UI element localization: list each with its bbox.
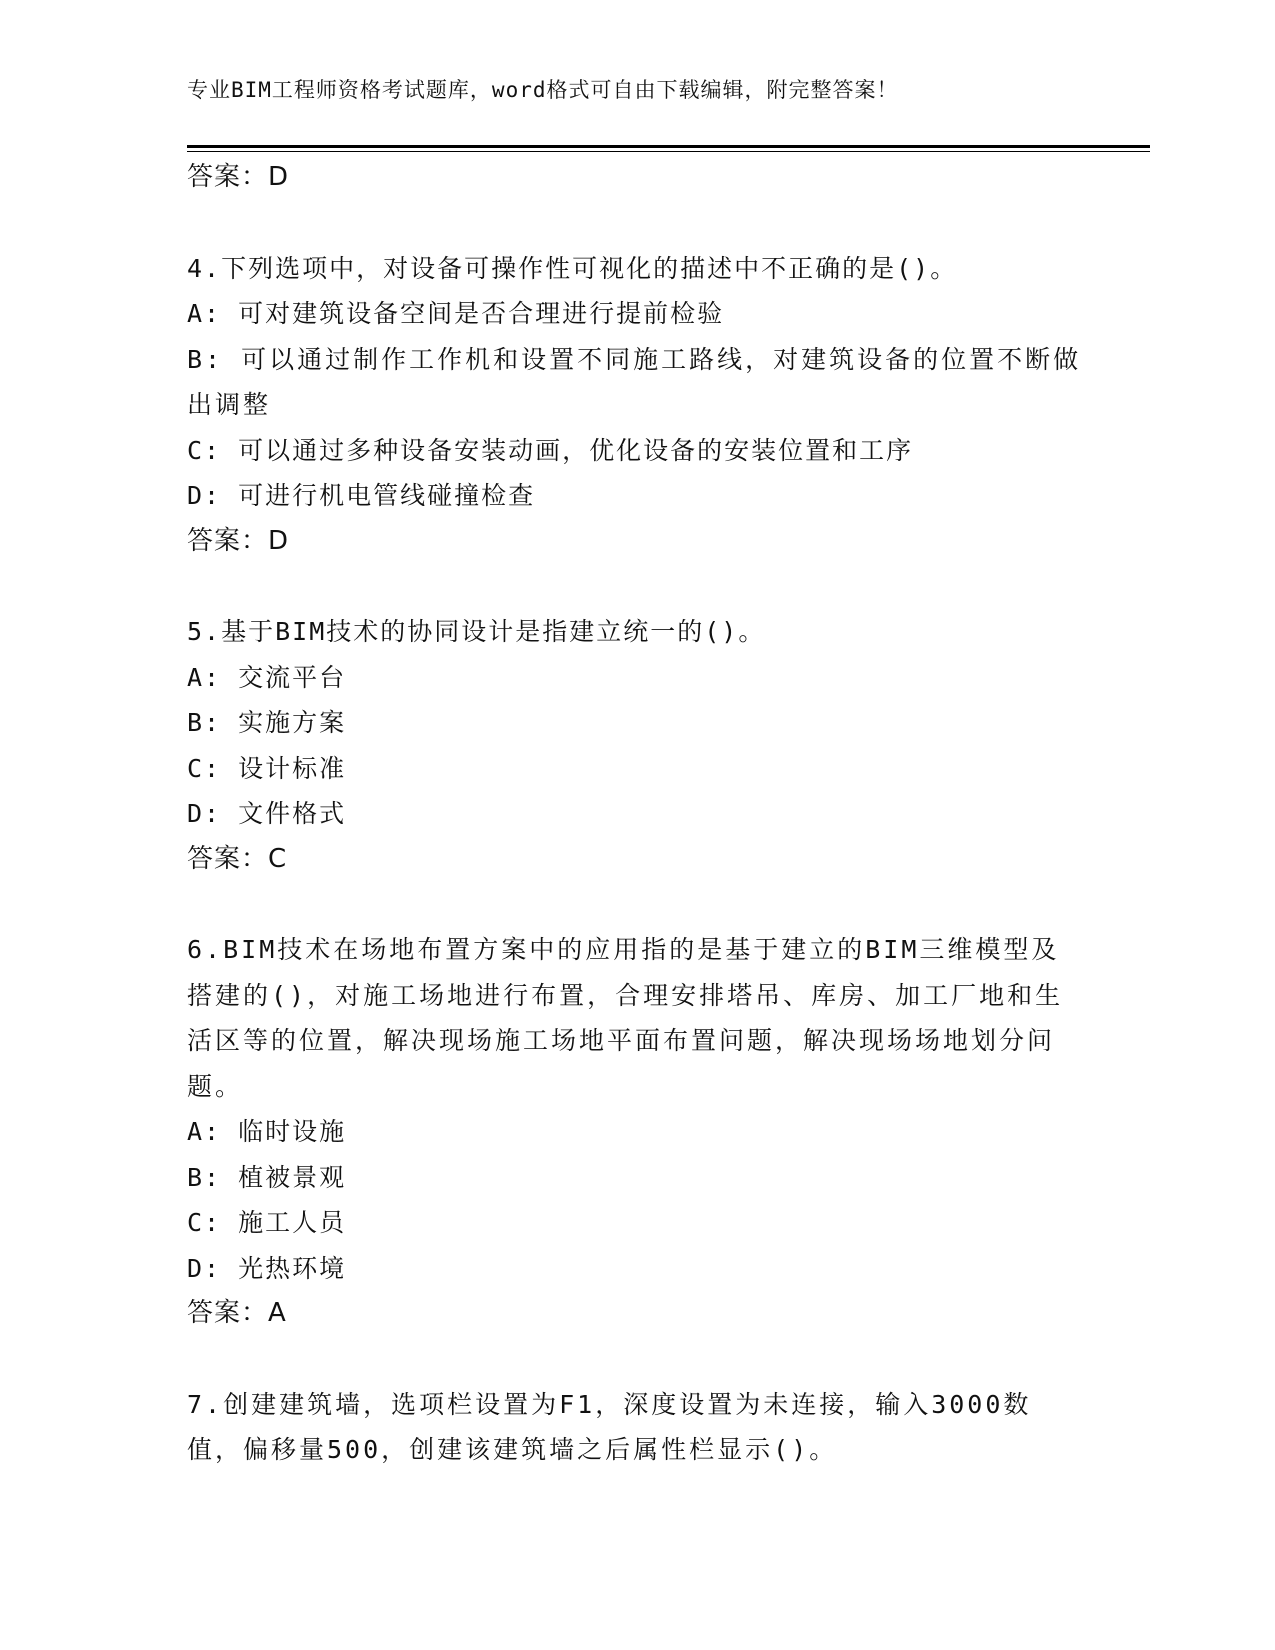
question-5-answer: 答案：C [187,843,288,874]
question-4-answer: 答案：D [187,525,290,556]
header-rule-thick [187,145,1150,148]
question-5-option-a: A: 交流平台 [187,662,347,692]
question-6-stem: 6.BIM技术在场地布置方案中的应用指的是基于建立的BIM三维模型及搭建的()，对施工场地进行布置，合理安排塔吊、库房、加工厂地和生活区等的位置，解决现场施工场地平面布置问题，解决现场场地划分问题。 [187,935,1064,1101]
question-6-option-a: A: 临时设施 [187,1117,347,1146]
question-4-option-c: C: 可以通过多种设备安装动画，优化设备的安装位置和工序 [187,435,914,465]
question-7-stem: 7.创建建筑墙，选项栏设置为F1，深度设置为未连接，输入3000数值，偏移量500，创建该建筑墙之后属性栏显示()。 [187,1389,1032,1464]
spacer [187,564,1087,609]
question-6-option-c: C: 施工人员 [187,1208,347,1237]
spacer [187,1337,1087,1382]
question-list [187,155,1087,1473]
spacer [187,882,1087,927]
question-6-option-b: B: 植被景观 [187,1162,347,1192]
question-5-option-c: C: 设计标准 [187,753,347,783]
question-5-option-b: B: 实施方案 [187,708,347,737]
spacer [187,201,1087,246]
answer-q3: 答案：D [187,162,290,192]
question-4-option-a: A: 可对建筑设备空间是否合理进行提前检验 [187,299,725,328]
question-4-stem: 4.下列选项中，对设备可操作性可视化的描述中不正确的是()。 [187,253,958,283]
question-4-option-b: B: 可以通过制作工作机和设置不同施工路线，对建筑设备的位置不断做出调整 [187,344,1082,419]
question-5-option-d: D: 文件格式 [187,799,347,828]
header-rule-thin [187,151,1150,152]
page-header: 专业BIM工程师资格考试题库，word格式可自由下载编辑，附完整答案！ [187,78,899,102]
question-6-option-d: D: 光热环境 [187,1253,347,1283]
question-4-option-d: D: 可进行机电管线碰撞检查 [187,481,536,510]
question-6-answer: 答案：A [187,1298,287,1328]
question-5-stem: 5.基于BIM技术的协同设计是指建立统一的()。 [187,617,766,646]
